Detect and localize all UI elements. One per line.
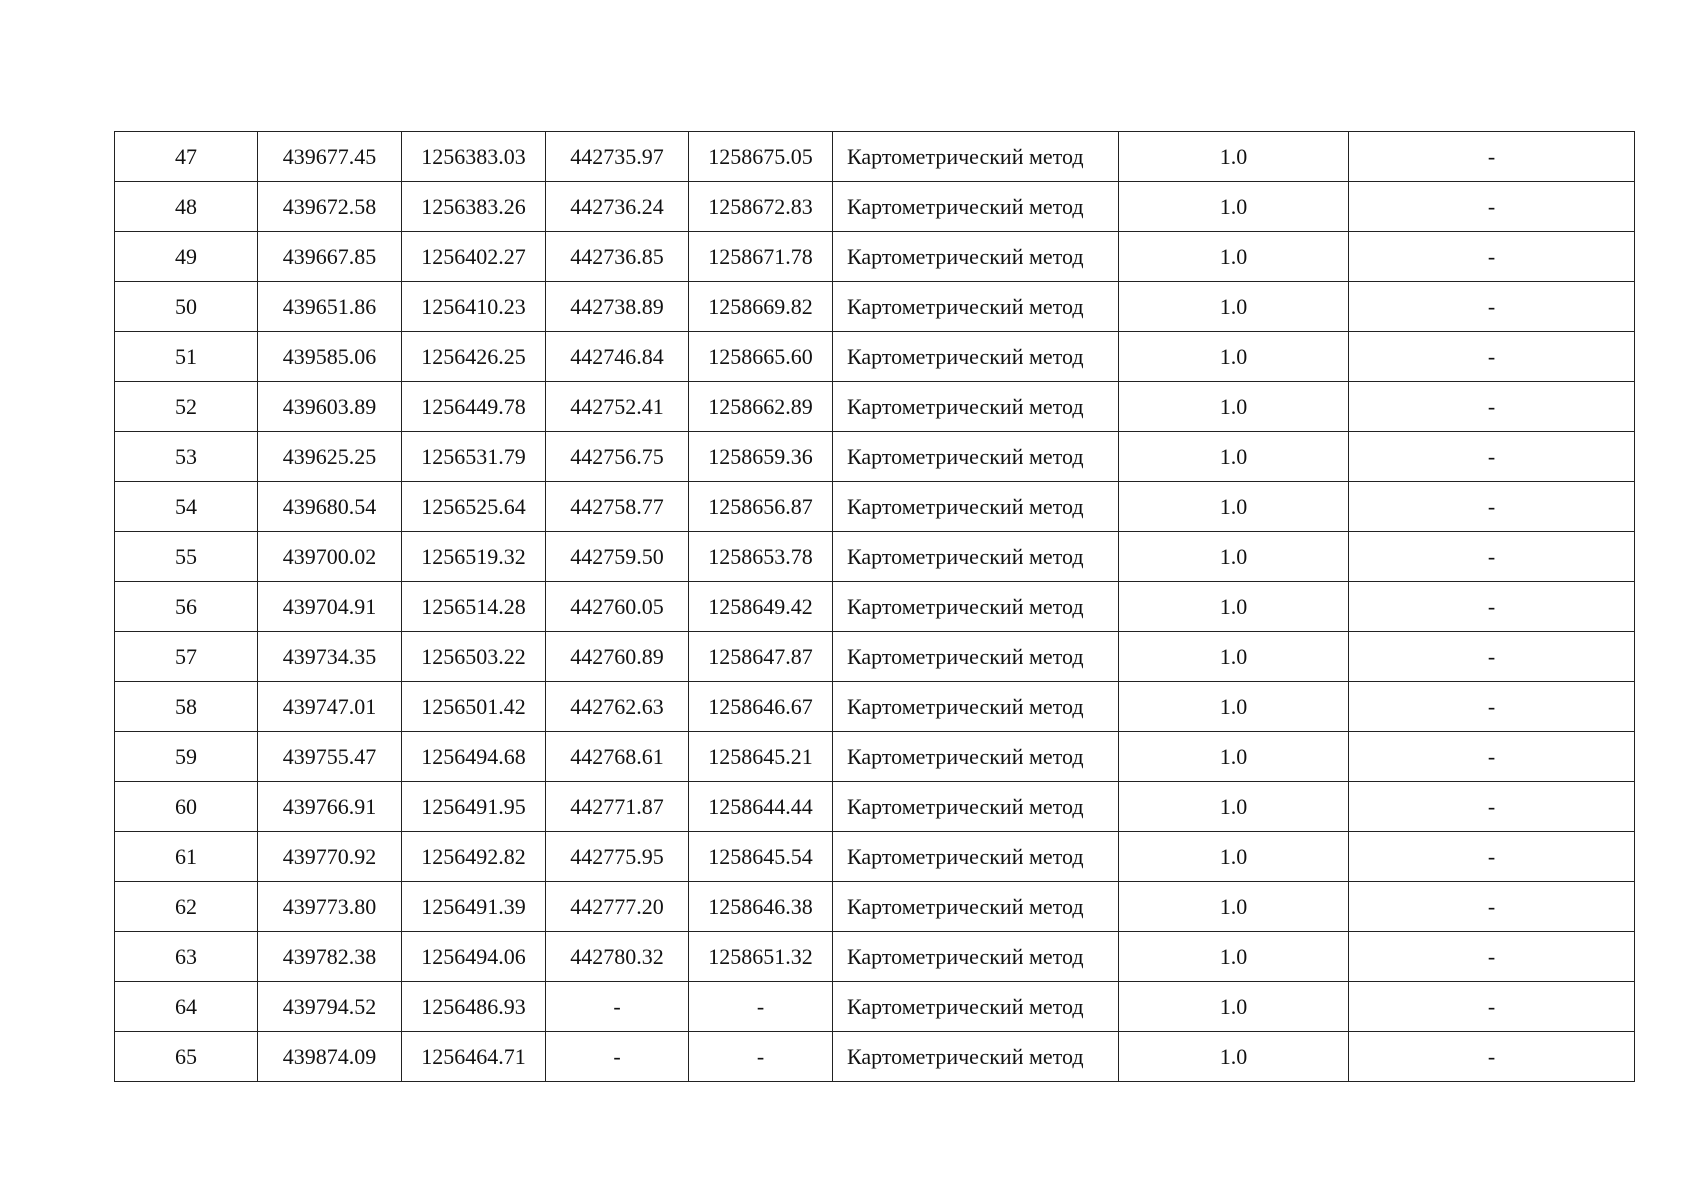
y-coordinate-2-cell: 1258672.83 (689, 182, 833, 232)
y-coordinate-cell: 1256464.71 (402, 1032, 546, 1082)
note-cell: - (1349, 832, 1635, 882)
table-row (115, 482, 1635, 532)
point-number-cell: 65 (115, 1032, 258, 1082)
accuracy-cell: 1.0 (1119, 232, 1349, 282)
x-coordinate-cell: 439794.52 (258, 982, 402, 1032)
accuracy-cell: 1.0 (1119, 282, 1349, 332)
accuracy-cell: 1.0 (1119, 332, 1349, 382)
x-coordinate-2-cell: 442735.97 (546, 132, 689, 182)
method-cell: Картометрический метод (833, 1032, 1119, 1082)
method-cell: Картометрический метод (833, 732, 1119, 782)
x-coordinate-2-cell: 442738.89 (546, 282, 689, 332)
x-coordinate-2-cell: 442756.75 (546, 432, 689, 482)
x-coordinate-2-cell: 442780.32 (546, 932, 689, 982)
x-coordinate-cell: 439680.54 (258, 482, 402, 532)
note-cell: - (1349, 1032, 1635, 1082)
y-coordinate-cell: 1256519.32 (402, 532, 546, 582)
accuracy-cell: 1.0 (1119, 682, 1349, 732)
y-coordinate-cell: 1256491.95 (402, 782, 546, 832)
table-row (115, 532, 1635, 582)
table-row (115, 582, 1635, 632)
note-cell: - (1349, 382, 1635, 432)
note-cell: - (1349, 932, 1635, 982)
y-coordinate-2-cell: 1258651.32 (689, 932, 833, 982)
y-coordinate-2-cell: 1258653.78 (689, 532, 833, 582)
table-row (115, 682, 1635, 732)
note-cell: - (1349, 732, 1635, 782)
x-coordinate-cell: 439672.58 (258, 182, 402, 232)
table-row (115, 882, 1635, 932)
point-number-cell: 58 (115, 682, 258, 732)
method-cell: Картометрический метод (833, 332, 1119, 382)
method-cell: Картометрический метод (833, 482, 1119, 532)
y-coordinate-cell: 1256449.78 (402, 382, 546, 432)
y-coordinate-cell: 1256525.64 (402, 482, 546, 532)
point-number-cell: 55 (115, 532, 258, 582)
y-coordinate-2-cell: 1258675.05 (689, 132, 833, 182)
x-coordinate-2-cell: 442777.20 (546, 882, 689, 932)
accuracy-cell: 1.0 (1119, 582, 1349, 632)
note-cell: - (1349, 532, 1635, 582)
accuracy-cell: 1.0 (1119, 982, 1349, 1032)
y-coordinate-2-cell: - (689, 982, 833, 1032)
x-coordinate-cell: 439755.47 (258, 732, 402, 782)
table-row (115, 782, 1635, 832)
method-cell: Картометрический метод (833, 632, 1119, 682)
y-coordinate-cell: 1256410.23 (402, 282, 546, 332)
coordinates-table (114, 131, 1635, 1082)
y-coordinate-cell: 1256531.79 (402, 432, 546, 482)
y-coordinate-2-cell: 1258659.36 (689, 432, 833, 482)
x-coordinate-2-cell: 442736.85 (546, 232, 689, 282)
y-coordinate-cell: 1256494.06 (402, 932, 546, 982)
point-number-cell: 51 (115, 332, 258, 382)
y-coordinate-cell: 1256492.82 (402, 832, 546, 882)
point-number-cell: 56 (115, 582, 258, 632)
table-row (115, 632, 1635, 682)
x-coordinate-2-cell: 442771.87 (546, 782, 689, 832)
x-coordinate-2-cell: 442760.05 (546, 582, 689, 632)
y-coordinate-cell: 1256383.03 (402, 132, 546, 182)
y-coordinate-2-cell: 1258669.82 (689, 282, 833, 332)
x-coordinate-2-cell: 442746.84 (546, 332, 689, 382)
accuracy-cell: 1.0 (1119, 482, 1349, 532)
table-row (115, 832, 1635, 882)
note-cell: - (1349, 682, 1635, 732)
point-number-cell: 52 (115, 382, 258, 432)
y-coordinate-cell: 1256491.39 (402, 882, 546, 932)
x-coordinate-2-cell: - (546, 1032, 689, 1082)
accuracy-cell: 1.0 (1119, 882, 1349, 932)
method-cell: Картометрический метод (833, 132, 1119, 182)
method-cell: Картометрический метод (833, 182, 1119, 232)
x-coordinate-cell: 439677.45 (258, 132, 402, 182)
table-row (115, 982, 1635, 1032)
accuracy-cell: 1.0 (1119, 1032, 1349, 1082)
table-body (115, 132, 1635, 1082)
y-coordinate-2-cell: 1258662.89 (689, 382, 833, 432)
x-coordinate-cell: 439766.91 (258, 782, 402, 832)
point-number-cell: 50 (115, 282, 258, 332)
method-cell: Картометрический метод (833, 382, 1119, 432)
x-coordinate-cell: 439651.86 (258, 282, 402, 332)
note-cell: - (1349, 432, 1635, 482)
note-cell: - (1349, 632, 1635, 682)
point-number-cell: 59 (115, 732, 258, 782)
method-cell: Картометрический метод (833, 232, 1119, 282)
accuracy-cell: 1.0 (1119, 632, 1349, 682)
accuracy-cell: 1.0 (1119, 932, 1349, 982)
note-cell: - (1349, 782, 1635, 832)
accuracy-cell: 1.0 (1119, 532, 1349, 582)
x-coordinate-2-cell: 442768.61 (546, 732, 689, 782)
x-coordinate-2-cell: 442760.89 (546, 632, 689, 682)
point-number-cell: 61 (115, 832, 258, 882)
note-cell: - (1349, 132, 1635, 182)
method-cell: Картометрический метод (833, 532, 1119, 582)
x-coordinate-2-cell: 442775.95 (546, 832, 689, 882)
method-cell: Картометрический метод (833, 982, 1119, 1032)
accuracy-cell: 1.0 (1119, 182, 1349, 232)
x-coordinate-2-cell: - (546, 982, 689, 1032)
x-coordinate-cell: 439700.02 (258, 532, 402, 582)
x-coordinate-2-cell: 442758.77 (546, 482, 689, 532)
method-cell: Картометрический метод (833, 832, 1119, 882)
table-row (115, 382, 1635, 432)
y-coordinate-2-cell: 1258647.87 (689, 632, 833, 682)
y-coordinate-cell: 1256426.25 (402, 332, 546, 382)
y-coordinate-cell: 1256486.93 (402, 982, 546, 1032)
y-coordinate-cell: 1256503.22 (402, 632, 546, 682)
y-coordinate-2-cell: 1258646.67 (689, 682, 833, 732)
x-coordinate-cell: 439603.89 (258, 382, 402, 432)
accuracy-cell: 1.0 (1119, 432, 1349, 482)
note-cell: - (1349, 982, 1635, 1032)
note-cell: - (1349, 582, 1635, 632)
x-coordinate-cell: 439874.09 (258, 1032, 402, 1082)
table-row (115, 132, 1635, 182)
method-cell: Картометрический метод (833, 882, 1119, 932)
table-row (115, 732, 1635, 782)
x-coordinate-2-cell: 442752.41 (546, 382, 689, 432)
document-page (114, 131, 1635, 1082)
note-cell: - (1349, 182, 1635, 232)
table-row (115, 182, 1635, 232)
x-coordinate-cell: 439704.91 (258, 582, 402, 632)
y-coordinate-2-cell: 1258656.87 (689, 482, 833, 532)
y-coordinate-2-cell: 1258665.60 (689, 332, 833, 382)
y-coordinate-cell: 1256383.26 (402, 182, 546, 232)
y-coordinate-cell: 1256494.68 (402, 732, 546, 782)
accuracy-cell: 1.0 (1119, 782, 1349, 832)
method-cell: Картометрический метод (833, 782, 1119, 832)
note-cell: - (1349, 882, 1635, 932)
accuracy-cell: 1.0 (1119, 132, 1349, 182)
note-cell: - (1349, 232, 1635, 282)
method-cell: Картометрический метод (833, 582, 1119, 632)
point-number-cell: 54 (115, 482, 258, 532)
y-coordinate-2-cell: 1258649.42 (689, 582, 833, 632)
x-coordinate-cell: 439734.35 (258, 632, 402, 682)
method-cell: Картометрический метод (833, 932, 1119, 982)
x-coordinate-cell: 439782.38 (258, 932, 402, 982)
y-coordinate-2-cell: 1258646.38 (689, 882, 833, 932)
y-coordinate-2-cell: 1258645.54 (689, 832, 833, 882)
x-coordinate-cell: 439667.85 (258, 232, 402, 282)
point-number-cell: 53 (115, 432, 258, 482)
note-cell: - (1349, 282, 1635, 332)
x-coordinate-cell: 439773.80 (258, 882, 402, 932)
accuracy-cell: 1.0 (1119, 382, 1349, 432)
method-cell: Картометрический метод (833, 432, 1119, 482)
point-number-cell: 63 (115, 932, 258, 982)
x-coordinate-2-cell: 442736.24 (546, 182, 689, 232)
point-number-cell: 48 (115, 182, 258, 232)
accuracy-cell: 1.0 (1119, 832, 1349, 882)
note-cell: - (1349, 482, 1635, 532)
point-number-cell: 57 (115, 632, 258, 682)
x-coordinate-2-cell: 442759.50 (546, 532, 689, 582)
table-row (115, 932, 1635, 982)
y-coordinate-cell: 1256501.42 (402, 682, 546, 732)
note-cell: - (1349, 332, 1635, 382)
point-number-cell: 49 (115, 232, 258, 282)
table-row (115, 1032, 1635, 1082)
method-cell: Картометрический метод (833, 682, 1119, 732)
accuracy-cell: 1.0 (1119, 732, 1349, 782)
table-row (115, 432, 1635, 482)
x-coordinate-2-cell: 442762.63 (546, 682, 689, 732)
table-row (115, 282, 1635, 332)
y-coordinate-cell: 1256402.27 (402, 232, 546, 282)
point-number-cell: 60 (115, 782, 258, 832)
table-row (115, 332, 1635, 382)
y-coordinate-2-cell: - (689, 1032, 833, 1082)
method-cell: Картометрический метод (833, 282, 1119, 332)
point-number-cell: 47 (115, 132, 258, 182)
x-coordinate-cell: 439770.92 (258, 832, 402, 882)
point-number-cell: 64 (115, 982, 258, 1032)
x-coordinate-cell: 439625.25 (258, 432, 402, 482)
y-coordinate-2-cell: 1258645.21 (689, 732, 833, 782)
x-coordinate-cell: 439747.01 (258, 682, 402, 732)
table-row (115, 232, 1635, 282)
y-coordinate-2-cell: 1258644.44 (689, 782, 833, 832)
x-coordinate-cell: 439585.06 (258, 332, 402, 382)
point-number-cell: 62 (115, 882, 258, 932)
y-coordinate-cell: 1256514.28 (402, 582, 546, 632)
y-coordinate-2-cell: 1258671.78 (689, 232, 833, 282)
